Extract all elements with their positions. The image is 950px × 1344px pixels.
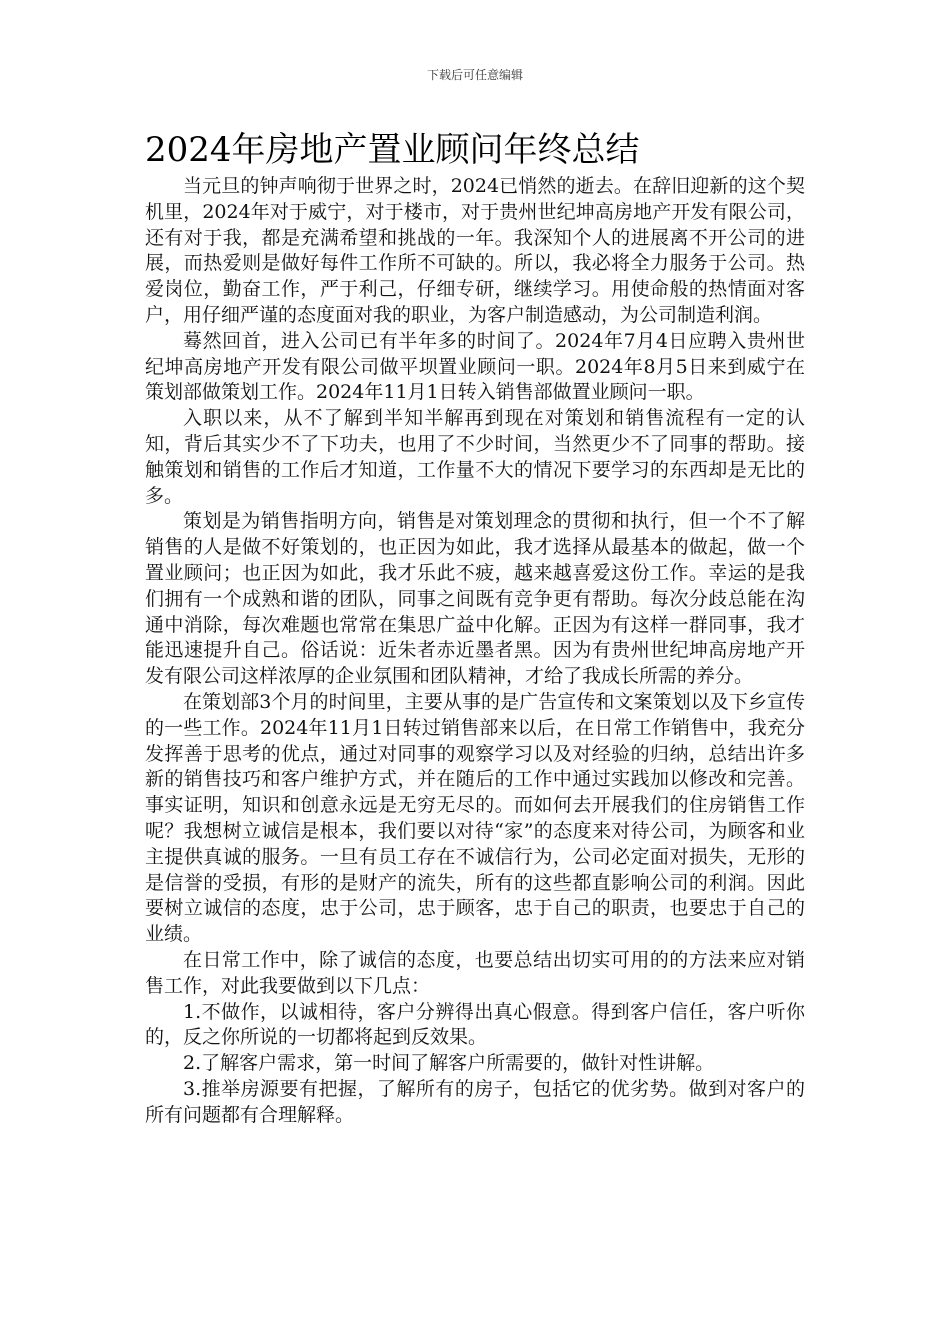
- header-note: 下载后可任意编辑: [426, 68, 523, 82]
- document-body: [145, 174, 805, 1128]
- list-item-3: 3.推举房源要有把握，了解所有的房子，包括它的优劣势。做到对客户的所有问题都有合理解释。: [145, 1077, 805, 1126]
- document-title: 2024年房地产置业顾问年终总结: [145, 130, 640, 170]
- list-item-2: 2.了解客户需求，第一时间了解客户所需要的，做针对性讲解。: [183, 1052, 715, 1075]
- paragraph: 入职以来，从不了解到半知半解再到现在对策划和销售流程有一定的认知，背后其实少不了下功夫，也用了不少时间，当然更少不了同事的帮助。接触策划和销售的工作后才知道，工作量不大的情况下要学习的东西却是无比的多。: [145, 407, 805, 507]
- list-item-1: 1.不做作，以诚相待，客户分辨得出真心假意。得到客户信任，客户听你的，反之你所说的一切都将起到反效果。: [145, 1000, 805, 1049]
- paragraph: 在策划部3个月的时间里，主要从事的是广告宣传和文案策划以及下乡宣传的一些工作。2024年11月1日转过销售部来以后，在日常工作销售中，我充分发挥善于思考的优点，通过对同事的观察学习以及对经验的归纳，总结出许多新的销售技巧和客户维护方式，并在随后的工作中通过实践加以修改和完善。事实证明，知识和创意永远是无穷无尽的。而如何去开展我们的住房销售工作呢？我想树立诚信是根本，我们要以对待“家”的态度来对待公司，为顾客和业主提供真诚的服务。一旦有员工存在不诚信行为，公司必定面对损失，无形的是信誉的受损，有形的是财产的流失，所有的这些都直影响公司的利润。因此要树立诚信的态度，忠于公司，忠于顾客，忠于自己的职责，也要忠于自己的业绩。: [145, 690, 805, 946]
- paragraph: 在日常工作中，除了诚信的态度，也要总结出切实可用的的方法来应对销售工作，对此我要做到以下几点：: [145, 948, 805, 997]
- paragraph: 策划是为销售指明方向，销售是对策划理念的贯彻和执行，但一个不了解销售的人是做不好策划的，也正因为如此，我才选择从最基本的做起，做一个置业顾问；也正因为如此，我才乐此不疲，越来越喜爱这份工作。幸运的是我们拥有一个成熟和谐的团队，同事之间既有竞争更有帮助。每次分歧总能在沟通中消除，每次难题也常常在集思广益中化解。正因为有这样一群同事，我才能迅速提升自己。俗话说：近朱者赤近墨者黑。因为有贵州世纪坤高房地产开发有限公司这样浓厚的企业氛围和团队精神，才给了我成长所需的养分。: [145, 510, 805, 688]
- paragraph: 当元旦的钟声响彻于世界之时，2024已悄然的逝去。在辞旧迎新的这个契机里，2024年对于威宁，对于楼市，对于贵州世纪坤高房地产开发有限公司，还有对于我，都是充满希望和挑战的一年。我深知个人的进展离不开公司的进展，而热爱则是做好每件工作所不可缺的。所以，我必将全力服务于公司。热爱岗位，勤奋工作，严于利己，仔细专研，继续学习。用使命般的热情面对客户，用仔细严谨的态度面对我的职业，为客户制造感动，为公司制造利润。: [145, 175, 805, 326]
- paragraph: 蓦然回首，进入公司已有半年多的时间了。2024年7月4日应聘入贵州世纪坤高房地产开发有限公司做平坝置业顾问一职。2024年8月5日来到威宁在策划部做策划工作。2024年11月1日转入销售部做置业顾问一职。: [145, 329, 805, 404]
